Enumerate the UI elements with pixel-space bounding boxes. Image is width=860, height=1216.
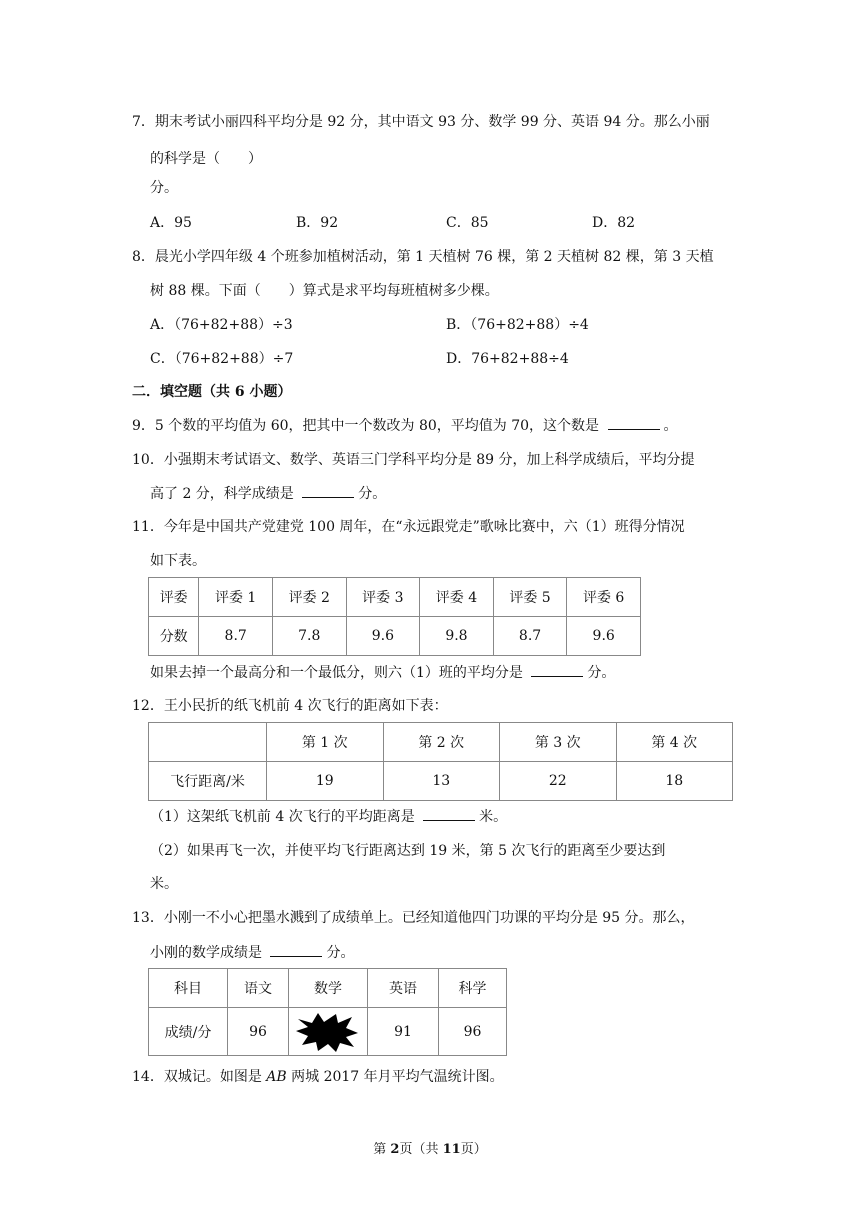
table-header-row	[149, 723, 733, 762]
table-cell: 22	[500, 762, 617, 801]
table-cell: 第 2 次	[383, 723, 500, 762]
q7-option-a: A．95	[150, 215, 192, 231]
q9-text: 9．5 个数的平均值为 60，把其中一个数改为 80，平均值为 70，这个数是	[132, 418, 604, 434]
table-cell: 8.7	[199, 617, 273, 656]
q8-option-d: D．76+82+88÷4	[446, 351, 569, 367]
q10-line1: 10．小强期末考试语文、数学、英语三门学科平均分是 89 分，加上科学成绩后，平均分提	[132, 452, 695, 468]
q7-line2: 的科学是（ ）	[150, 151, 262, 167]
table-cell: 9.6	[567, 617, 641, 656]
table-cell: 91	[368, 1008, 439, 1056]
table-cell: 19	[267, 762, 384, 801]
q14-city-names: AB	[266, 1069, 287, 1085]
q11-after-line	[150, 662, 615, 683]
score-table	[148, 968, 507, 1056]
q12-sub1-text: （1）这架纸飞机前 4 次飞行的平均距离是	[150, 809, 420, 825]
q11-line2: 如下表。	[150, 553, 206, 569]
table-cell	[149, 723, 267, 762]
answer-blank	[302, 483, 354, 498]
table-cell: 评委 6	[567, 578, 641, 617]
table-cell: 评委 3	[346, 578, 420, 617]
table-cell: 语文	[228, 969, 289, 1008]
table-row	[149, 617, 641, 656]
table-cell: 评委 1	[199, 578, 273, 617]
table-cell: 评委 2	[272, 578, 346, 617]
q9-text-end: 。	[663, 418, 678, 434]
table-cell: 评委 4	[420, 578, 494, 617]
ink-splash-icon	[296, 1011, 360, 1053]
table-cell: 评委	[149, 578, 199, 617]
q7-option-d: D．82	[592, 215, 636, 231]
ink-splash-cell	[289, 1008, 368, 1056]
table-cell: 数学	[289, 969, 368, 1008]
q8-option-b: B．（76+82+88）÷4	[446, 317, 589, 333]
q11-text: 如果去掉一个最高分和一个最低分，则六（1）班的平均分是	[150, 665, 528, 681]
q11-text-end: 分。	[587, 665, 616, 681]
q7-option-c: C．85	[446, 215, 489, 231]
table-cell: 18	[616, 762, 733, 801]
table-header-row	[149, 578, 641, 617]
table-cell: 7.8	[272, 617, 346, 656]
q13-text-end: 分。	[326, 945, 355, 961]
q14-line	[132, 1067, 504, 1087]
q12-sub2-line2: 米。	[150, 876, 178, 892]
q12-sub1	[150, 806, 507, 827]
q10-text: 高了 2 分，科学成绩是	[150, 486, 299, 502]
table-cell: 成绩/分	[149, 1008, 228, 1056]
q8-option-a: A．（76+82+88）÷3	[150, 317, 293, 333]
table-cell: 评委 5	[493, 578, 567, 617]
table-cell: 13	[383, 762, 500, 801]
q9-line	[132, 415, 678, 436]
footer-text: 第	[373, 1142, 391, 1157]
q12-sub1-end: 米。	[479, 809, 508, 825]
q13-line1: 13．小刚一不小心把墨水溅到了成绩单上。已经知道他四门功课的平均分是 95 分。那么，	[132, 910, 695, 926]
q10-text-end: 分。	[358, 486, 387, 502]
q7-line1: 7．期末考试小丽四科平均分是 92 分，其中语文 93 分、数学 99 分、英语 94 分。那么小丽	[132, 114, 710, 130]
table-cell: 第 1 次	[267, 723, 384, 762]
table-cell: 英语	[368, 969, 439, 1008]
table-cell: 96	[228, 1008, 289, 1056]
table-cell: 96	[439, 1008, 507, 1056]
flight-distance-table	[148, 722, 733, 801]
q13-text: 小刚的数学成绩是	[150, 945, 267, 961]
table-cell: 9.8	[420, 617, 494, 656]
table-header-row	[149, 969, 507, 1008]
table-row	[149, 1008, 507, 1056]
table-row	[149, 762, 733, 801]
table-cell: 8.7	[493, 617, 567, 656]
q13-line2	[150, 942, 354, 963]
q14-text: 14．双城记。如图是	[132, 1069, 267, 1085]
q12-line1: 12．王小民折的纸飞机前 4 次飞行的距离如下表：	[132, 698, 448, 714]
table-cell: 第 3 次	[500, 723, 617, 762]
answer-blank	[270, 942, 322, 957]
table-cell: 科目	[149, 969, 228, 1008]
judge-score-table	[148, 577, 641, 656]
table-cell: 飞行距离/米	[149, 762, 267, 801]
q10-line2	[150, 483, 386, 504]
table-cell: 9.6	[346, 617, 420, 656]
q8-line1: 8．晨光小学四年级 4 个班参加植树活动，第 1 天植树 76 棵，第 2 天植树 82 棵，第 3 天植	[132, 249, 714, 265]
answer-blank	[608, 415, 660, 430]
table-cell: 科学	[439, 969, 507, 1008]
q7-line3: 分。	[150, 180, 178, 196]
q8-option-c: C．（76+82+88）÷7	[150, 351, 294, 367]
section-title: 二．填空题（共 6 小题）	[132, 384, 292, 400]
page-total: 11	[442, 1142, 461, 1157]
answer-blank	[531, 662, 583, 677]
footer-text: 页）	[460, 1142, 487, 1157]
q11-line1: 11．今年是中国共产党建党 100 周年，在“永远跟党走”歌咏比赛中，六（1）班得分情况	[132, 519, 685, 535]
q14-text-end: 两城 2017 年月平均气温统计图。	[286, 1069, 504, 1085]
q12-sub2-line1: （2）如果再飞一次，并使平均飞行距离达到 19 米，第 5 次飞行的距离至少要达到	[150, 843, 666, 859]
footer-text: 页（共	[399, 1142, 443, 1157]
page-number: 2	[390, 1142, 400, 1157]
answer-blank	[423, 806, 475, 821]
q7-option-b: B．92	[296, 215, 339, 231]
table-cell: 第 4 次	[616, 723, 733, 762]
q8-line2: 树 88 棵。下面（ ）算式是求平均每班植树多少棵。	[150, 283, 499, 299]
table-cell: 分数	[149, 617, 199, 656]
page-footer	[0, 1138, 860, 1157]
